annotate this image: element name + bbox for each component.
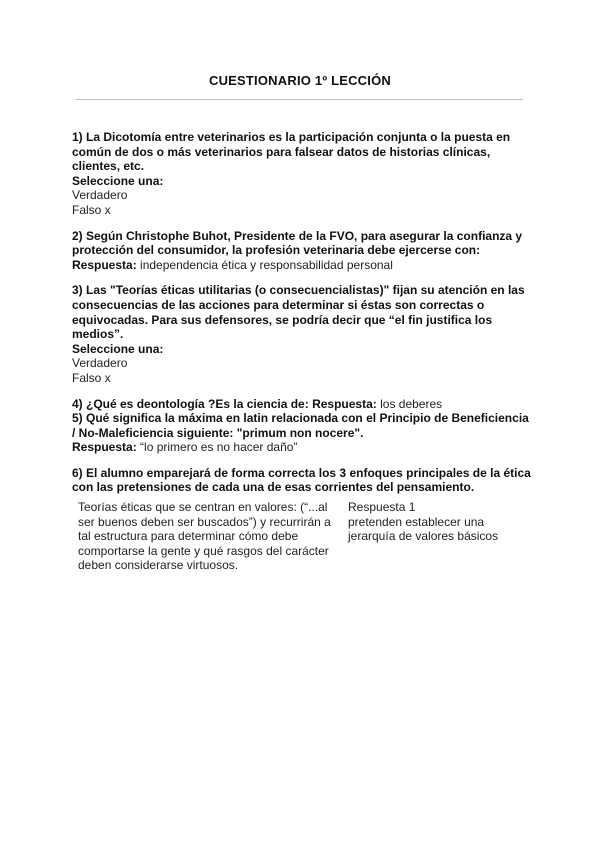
question-3-text: 3) Las "Teorías éticas utilitarias (o consecuencialistas)" fijan su atención en las consecuencias de las acciones para determinar si éstas son correctas o equivocadas. Para sus defensores, se podría decir que “el fin justifica los medios”.: [72, 283, 525, 342]
question-3-option-true: Verdadero: [72, 356, 128, 371]
questionnaire: [72, 130, 534, 584]
question-5: [72, 411, 534, 455]
question-6: [72, 466, 534, 573]
matching-answer: [348, 500, 518, 573]
matching-row: [78, 500, 534, 573]
question-1: [72, 130, 534, 218]
question-3-option-false: Falso x: [72, 370, 111, 385]
question-2: [72, 229, 534, 273]
question-4-answer: los deberes: [380, 396, 443, 411]
question-2-text: 2) Según Christophe Buhot, Presidente de la FVO, para asegurar la confianza y protección del consumidor, la profesión veterinaria debe ejercerse con:: [72, 228, 523, 258]
matching-answer-label: Respuesta 1: [348, 500, 416, 515]
page-title: CUESTIONARIO 1º LECCIÓN: [209, 73, 391, 88]
matching-statement: Teorías éticas que se centran en valores: (“...al ser buenos deben ser buscados”) y recurrirán a tal estructura para determinar cómo debe comportarse la gente y qué rasgos del carácter deben considerarse virtuosos.: [78, 500, 331, 573]
matching-answer-text: pretenden establecer una jerarquía de valores básicos: [348, 514, 499, 544]
question-1-text: 1) La Dicotomía entre veterinarios es la participación conjunta o la puesta en común de dos o más veterinarios para falsear datos de historias clínicas, clientes, etc.: [72, 130, 511, 174]
question-4-text: 4) ¿Qué es deontología ?Es la ciencia de:: [72, 396, 309, 411]
question-3: [72, 283, 534, 385]
question-5-answer-label: Respuesta:: [72, 440, 137, 455]
question-1-select-label: Seleccione una:: [72, 173, 164, 188]
question-1-option-true: Verdadero: [72, 188, 128, 203]
question-3-select-label: Seleccione una:: [72, 341, 164, 356]
question-2-answer-label: Respuesta:: [72, 257, 137, 272]
question-2-answer: independencia ética y responsabilidad personal: [140, 257, 393, 272]
question-5-text: 5) Qué significa la máxima en latin relacionada con el Principio de Beneficiencia / No-Maleficiencia siguiente: "primum non nocere".: [72, 411, 529, 440]
question-5-answer: “lo primero es no hacer daño”: [140, 440, 298, 455]
question-4-answer-label: Respuesta:: [312, 396, 377, 411]
question-6-text: 6) El alumno emparejará de forma correcta los 3 enfoques principales de la ética con las pretensiones de cada una de esas corrientes del pensamiento.: [72, 465, 531, 495]
title-divider: [76, 99, 523, 100]
question-1-option-false: Falso x: [72, 202, 111, 217]
question-4: [72, 397, 534, 412]
